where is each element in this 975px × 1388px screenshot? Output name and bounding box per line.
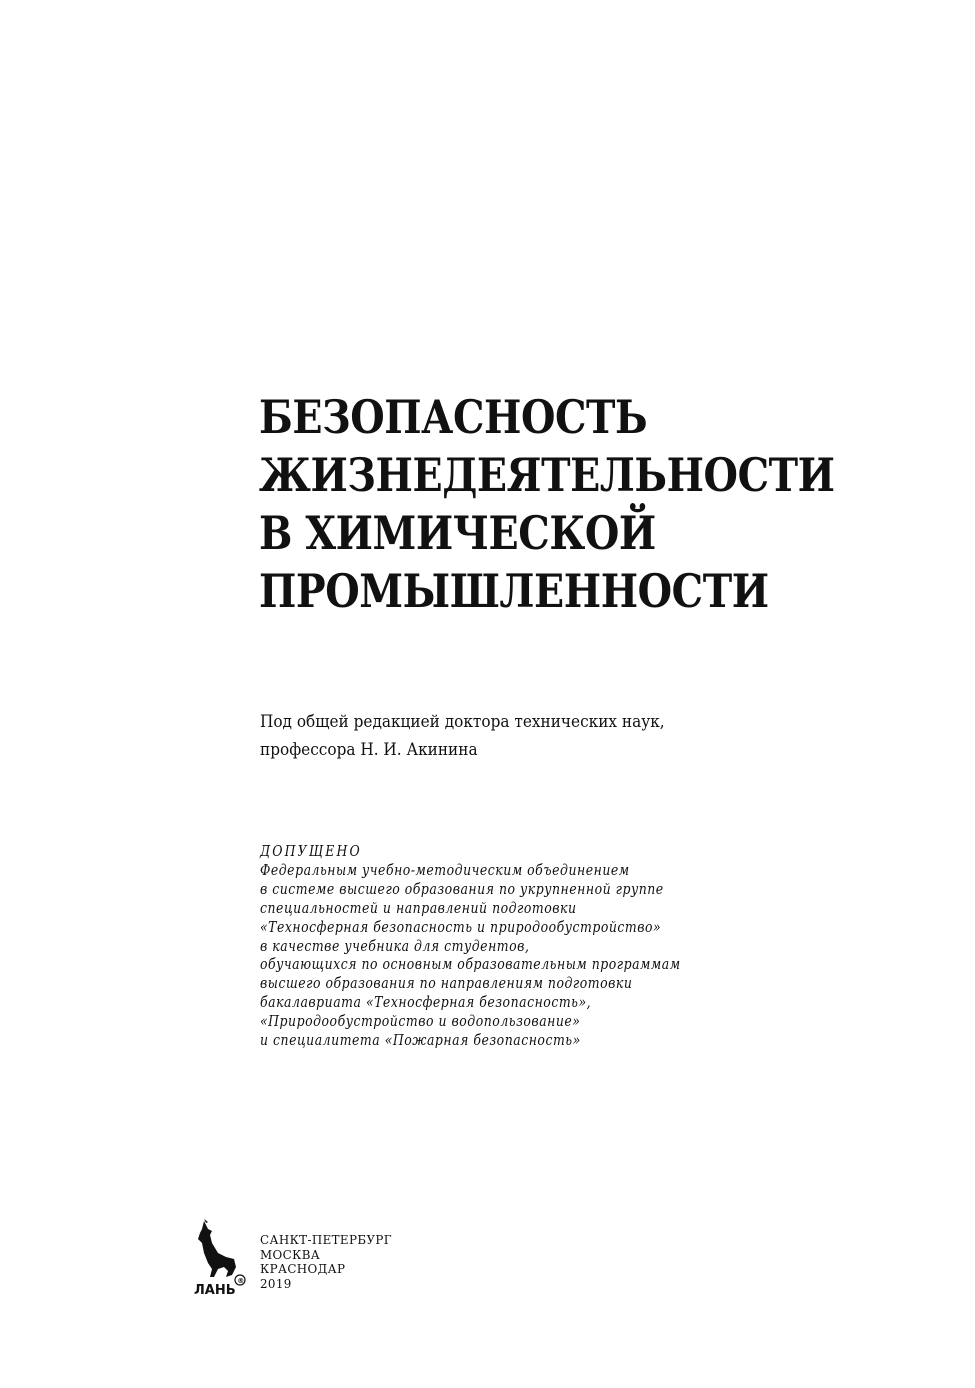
- book-title-line: В ХИМИЧЕСКОЙ: [259, 506, 656, 560]
- book-title-line: БЕЗОПАСНОСТЬ: [259, 390, 648, 444]
- imprint-city: МОСКВА: [260, 1246, 321, 1262]
- approval-line: «Природообустройство и водопользование»: [260, 1014, 581, 1031]
- approval-stamp: [260, 843, 793, 1051]
- book-title-line: ПРОМЫШЛЕННОСТИ: [259, 564, 769, 618]
- book-title: [259, 388, 861, 620]
- imprint-city: САНКТ-ПЕТЕРБУРГ: [260, 1232, 393, 1247]
- approval-heading: ДОПУЩЕНО: [260, 844, 362, 860]
- approval-line: и специалитета «Пожарная безопасность»: [260, 1033, 581, 1050]
- imprint-city: КРАСНОДАР: [260, 1261, 346, 1277]
- approval-line: Федеральным учебно-методическим объединением: [260, 862, 630, 879]
- imprint-year: 2019: [260, 1275, 292, 1291]
- doe-logo-icon: [192, 1219, 248, 1297]
- book-title-line: ЖИЗНЕДЕЯТЕЛЬНОСТИ: [259, 448, 835, 502]
- approval-line: в системе высшего образования по укрупненной группе: [260, 881, 664, 898]
- logo-text: ЛАНЬ: [194, 1283, 236, 1297]
- approval-line: обучающихся по основным образовательным программам: [260, 957, 681, 974]
- editor-credit-line: Под общей редакцией доктора технических наук,: [260, 712, 665, 732]
- approval-line: высшего образования по направлениям подготовки: [260, 976, 633, 993]
- doe-silhouette: [198, 1221, 236, 1277]
- approval-line: бакалавриата «Техносферная безопасность»,: [260, 995, 592, 1012]
- editor-credit-line: профессора Н. И. Акинина: [260, 740, 478, 760]
- approval-line: в качестве учебника для студентов,: [260, 938, 530, 955]
- registered-mark: ®: [237, 1277, 245, 1285]
- editor-credit: [260, 708, 764, 764]
- imprint: [260, 1233, 507, 1291]
- approval-line: специальностей и направлений подготовки: [260, 900, 577, 917]
- approval-line: «Техносферная безопасность и природообустройство»: [260, 919, 662, 936]
